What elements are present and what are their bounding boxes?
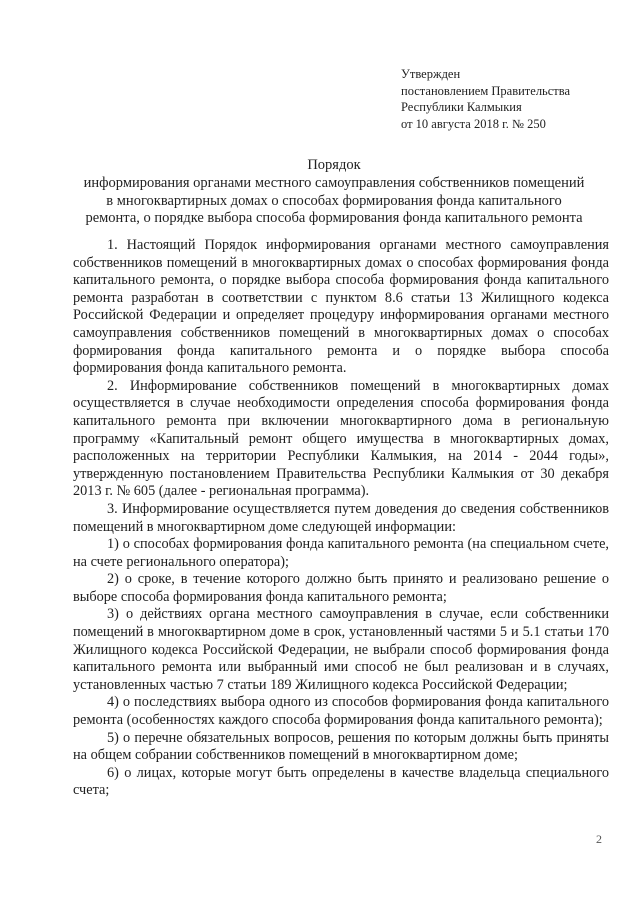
subtitle-line-2: в многоквартирных домах о способах формирования фонда капитального xyxy=(106,192,562,209)
subtitle-line-3: ремонта, о порядке выбора способа формирования фонда капитального ремонта xyxy=(85,210,583,226)
subtitle-line-1: информирования органами местного самоуправления собственников помещений xyxy=(83,175,585,191)
approval-line-3: Республики Калмыкия xyxy=(401,100,522,114)
list-item-5: 5) о перечне обязательных вопросов, решения по которым должны быть приняты на общем собрании собственников помещений в многоквартирном доме; xyxy=(73,729,609,764)
document-header xyxy=(60,156,608,228)
document-body xyxy=(73,237,609,800)
approval-stamp xyxy=(401,66,621,132)
approval-line-1: Утвержден xyxy=(401,67,461,81)
list-item-1: 1) о способах формирования фонда капитального ремонта (на специальном счете, на счете регионального оператора); xyxy=(73,536,609,570)
approval-line-4: от 10 августа 2018 г. № 250 xyxy=(401,116,546,131)
list-item-3: 3) о действиях органа местного самоуправления в случае, если собственники помещений в многоквартирном доме в срок, установленный частями 5 и 5.1 статьи 170 Жилищного кодекса Российской Федерации, не выбрали способ формирования фонда капитального ремонта или выбранный ими способ не был реализован и в случаях, установленных частью 7 статьи 189 Жилищного кодекса Российской Федерации; xyxy=(73,606,609,693)
document-subtitle xyxy=(60,175,608,228)
list-item-4: 4) о последствиях выбора одного из способов формирования фонда капитального ремонта (особенностях каждого способа формирования фонда капитального ремонта); xyxy=(73,694,609,729)
list-item-6: 6) о лицах, которые могут быть определены в качестве владельца специального счета; xyxy=(73,764,609,799)
list-item-2: 2) о сроке, в течение которого должно быть принято и реализовано решение о выборе способа формирования фонда капитального ремонта; xyxy=(73,571,609,605)
paragraph-2: 2. Информирование собственников помещений в многоквартирных домах осуществляется в случае необходимости определения способа формирования фонда капитального ремонта при включении многоквартирного дома в региональную программу «Капитальный ремонт общего имущества в многоквартирных домах, расположенных на территории Республики Калмыкия, на 2014 - 2044 годы», утвержденную постановлением Правительства Республики Калмыкия от 30 декабря 2013 г. № 605 (далее - региональная программа). xyxy=(73,377,609,500)
paragraph-3: 3. Информирование осуществляется путем доведения до сведения собственников помещений в многоквартирном доме следующей информации: xyxy=(73,500,609,535)
approval-line-2: постановлением Правительства xyxy=(401,83,571,98)
document-title: Порядок xyxy=(307,157,361,173)
paragraph-1: 1. Настоящий Порядок информирования органами местного самоуправления собственников помещений в многоквартирных домах о способах формирования фонда капитального ремонта, о порядке выбора способа формирования фонда капитального ремонта разработан в соответствии с пунктом 8.6 статьи 13 Жилищного кодекса Российской Федерации и определяет процедуру информирования органами местного самоуправления собственников помещений в многоквартирных домах о способах формирования фонда капитального ремонта и о порядке выбора способа формирования фонда капитального ремонта. xyxy=(73,237,609,377)
page-number: 2 xyxy=(596,832,602,846)
